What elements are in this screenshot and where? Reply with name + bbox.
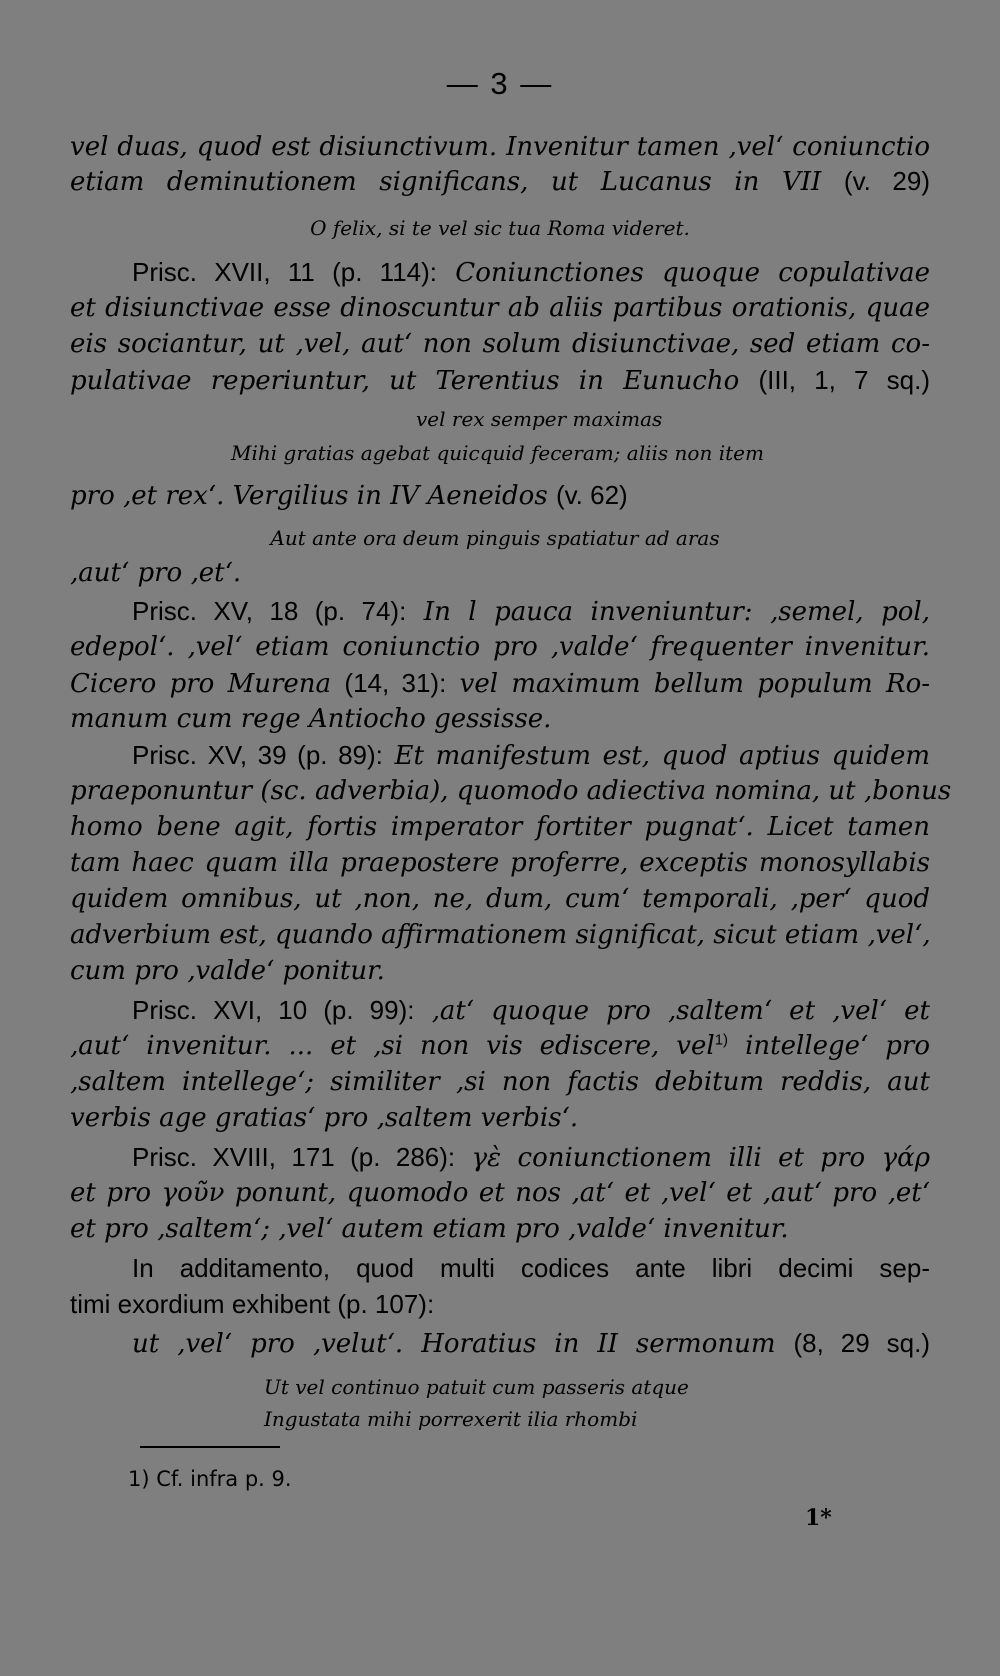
footnote-rule [140,1446,280,1448]
page-number: — 3 — [446,66,554,101]
text-line: homo bene agit, fortis imperator fortiter pugnat‘. Licet tamen [70,812,930,842]
text-line: adverbium est, quando affirmationem significat, sicut etiam ‚vel‘, [70,920,931,950]
text-fragment: γὲ coniunctionem illi et pro γάρ [471,1143,930,1173]
footnote-marker: 1) [714,1031,729,1049]
verse-quote: Ut vel continuo patuit cum passeris atque [264,1375,689,1399]
text-line [132,1327,930,1360]
signature-mark: 1* [805,1505,832,1531]
citation: Prisc. XV, 18 (p. 74): [132,596,407,626]
text-line [132,1141,930,1174]
text-line: cum pro ‚valde‘ ponitur. [70,956,385,986]
citation: Prisc. XVII, 11 (p. 114): [132,257,437,287]
text-fragment: intellege‘ pro [745,1031,931,1061]
text-line: manum cum rege Antiocho gessisse. [70,704,552,734]
text-line: In additamento, quod multi codices ante libri decimi sep- [132,1253,930,1283]
text-fragment: ‚at‘ quoque pro ‚saltem‘ et ‚vel‘ et [431,996,930,1026]
citation: (14, 31): [344,668,447,698]
text-line [70,364,930,397]
text-fragment: pulativae reperiuntur, ut Terentius in Eunucho [70,366,740,396]
text-line: ‚saltem intellege‘; similiter ‚si non factis debitum reddis, aut [70,1067,930,1097]
text-fragment: ut ‚vel‘ pro ‚velut‘. Horatius in II sermonum [132,1329,776,1359]
text-fragment: Et manifestum est, quod aptius quidem [394,741,930,771]
text-line [70,1030,930,1062]
text-line: vel duas, quod est disiunctivum. Invenitur tamen ‚vel‘ coniunctio [70,132,930,162]
citation: Prisc. XV, 39 (p. 89): [132,740,383,770]
text-fragment: In l pauca inveniuntur: ‚semel, pol, [423,597,931,627]
text-line [132,256,930,289]
text-line: et disiunctivae esse dinoscuntur ab aliis partibus orationis, quae [70,293,930,323]
text-line [70,479,628,512]
citation: (III, 1, 7 sq.) [758,365,931,395]
text-line: et pro γοῦν ponunt, quomodo et nos ‚at‘ et ‚vel‘ et ‚aut‘ pro ‚et‘ [70,1178,930,1208]
text-line: et pro ‚saltem‘; ‚vel‘ autem etiam pro ‚valde‘ invenitur. [70,1214,789,1244]
text-fragment: vel maximum bellum populum Ro- [459,669,931,699]
verse-quote: vel rex semper maximas [416,407,663,431]
text-fragment: ‚aut‘ invenitur. ... et ‚si non vis ediscere, vel [70,1031,715,1061]
verse-quote: Ingustata mihi porrexerit ilia rhombi [264,1407,638,1431]
verse-quote: Aut ante ora deum pinguis spatiatur ad aras [270,526,720,550]
text-line: edepol‘. ‚vel‘ etiam coniunctio pro ‚valde‘ frequenter invenitur. [70,632,930,662]
text-fragment: Coniunctiones quoque copulativae [455,258,930,288]
verse-quote: O felix, si te vel sic tua Roma videret. [310,216,690,240]
text-fragment: etiam deminutionem significans, ut Lucanus in VII [70,167,822,197]
text-line [132,739,930,772]
citation: (v. 62) [555,480,628,510]
citation: (v. 29) [843,166,931,196]
text-line: praeponuntur (sc. adverbia), quomodo adiectiva nomina, ut ‚bonus [70,776,952,806]
text-line [132,595,930,628]
verse-quote: Mihi gratias agebat quicquid feceram; aliis non item [231,441,764,465]
citation: (8, 29 sq.) [793,1328,931,1358]
text-line: timi exordium exhibent (p. 107): [70,1289,435,1319]
citation: Prisc. XVI, 10 (p. 99): [132,995,415,1025]
text-line [70,667,930,700]
text-line: verbis age gratias‘ pro ‚saltem verbis‘. [70,1103,579,1133]
footnote: 1) Cf. infra p. 9. [128,1467,292,1491]
text-fragment: Cicero pro Murena [70,669,332,699]
text-line: tam haec quam illa praepostere proferre, exceptis monosyllabis [70,848,930,878]
text-line: quidem omnibus, ut ‚non, ne, dum, cum‘ temporali, ‚per‘ quod [70,884,930,914]
text-line [70,165,930,198]
text-line [132,994,930,1027]
text-fragment: pro ‚et rex‘. Vergilius in IV Aeneidos [70,481,548,511]
citation: Prisc. XVIII, 171 (p. 286): [132,1142,456,1172]
text-line: ‚aut‘ pro ‚et‘. [70,558,242,588]
text-line: eis sociantur, ut ‚vel, aut‘ non solum disiunctivae, sed etiam co- [70,329,930,359]
